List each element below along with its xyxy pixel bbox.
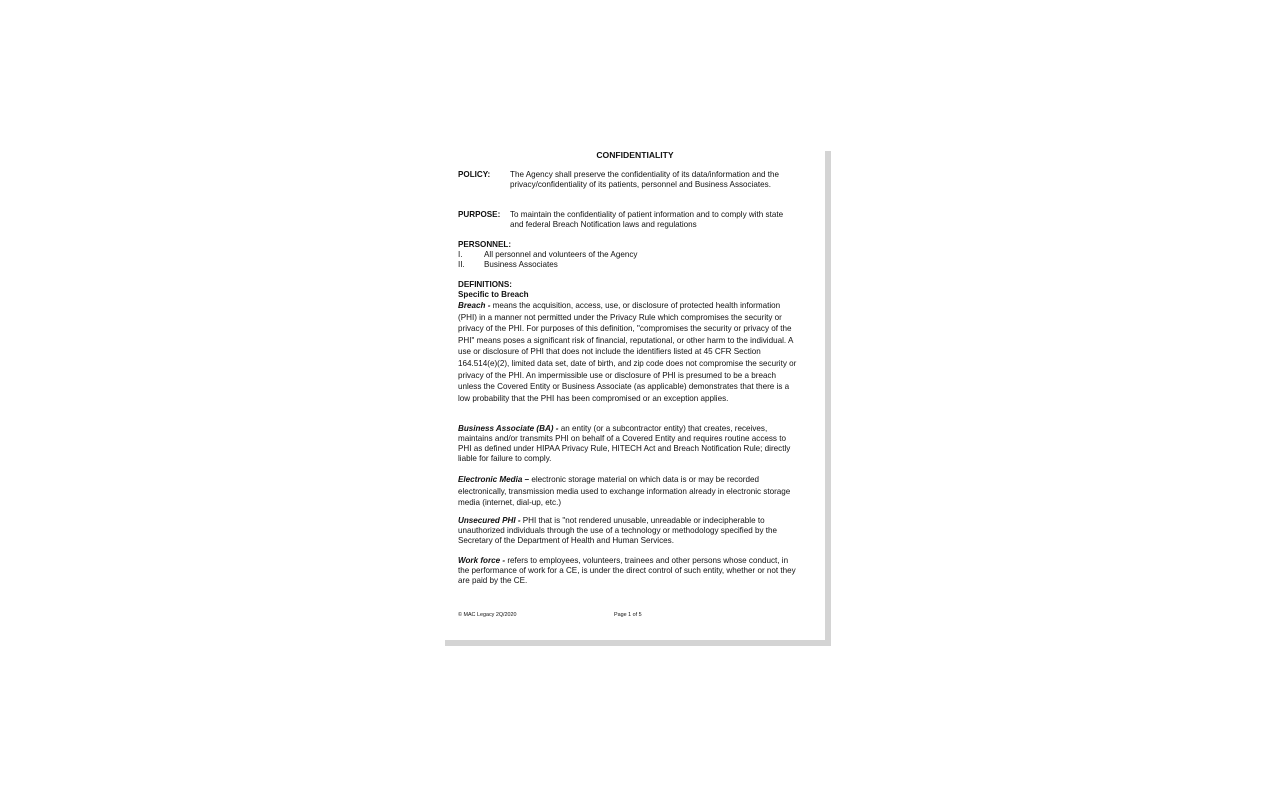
definitions-subheading: Specific to Breach (458, 290, 529, 299)
definition-unsecured-phi (458, 516, 798, 546)
personnel-item (458, 260, 798, 270)
definitions-header (458, 280, 798, 300)
definition-electronic-media (458, 474, 798, 509)
definition-term: Electronic Media – (458, 475, 530, 484)
purpose-label: PURPOSE: (458, 210, 501, 219)
definition-work-force (458, 556, 798, 586)
definition-text: an entity (or a subcontractor entity) that creates, receives, maintains and/or transmits PHI on behalf of a Covered Entity and requires routine access to PHI as defined under HIPAA Privacy Rule, HITECH Act and Breach Notification Rule; directly liable for failure to comply. (458, 424, 791, 463)
purpose-text: To maintain the confidentiality of patient information and to comply with state and federal Breach Notification laws and regulations (510, 210, 784, 229)
personnel-item (458, 250, 798, 260)
policy-label: POLICY: (458, 170, 491, 179)
document-title: CONFIDENTIALITY (596, 150, 674, 160)
definition-text: means the acquisition, access, use, or disclosure of protected health information (PHI) in a manner not permitted under the Privacy Rule which compromises the security or privacy of the PHI. For purposes of this definition, "compromises the security or privacy of the PHI" means poses a significant risk of financial, reputational, or other harm to the individual. A use or disclosure of PHI that does not include the identifiers listed at 45 CFR Section 164.514(e)(2), limited data set, date of birth, and zip code does not compromise the security or privacy of the PHI. An impermissible use or disclosure of PHI is presumed to be a breach unless the Covered Entity or Business Associate (as applicable) demonstrates that there is a low probability that the PHI has been compromised or an exception applies. (458, 301, 797, 403)
definition-breach (458, 300, 798, 404)
definition-term: Work force - (458, 556, 506, 565)
definition-text: refers to employees, volunteers, trainees and other persons whose conduct, in the performance of work for a CE, is under the direct control of such entity, whether or not they are paid by the CE. (458, 556, 796, 585)
personnel-section (458, 240, 798, 270)
personnel-heading: PERSONNEL: (458, 240, 512, 249)
definition-text: electronic storage material on which data is or may be recorded electronically, transmission media used to exchange information already in electronic storage media (internet, dial-up, etc.) (458, 475, 791, 508)
definition-text: PHI that is "not rendered unusable, unreadable or indecipherable to unauthorized individuals through the use of a technology or methodology specified by the Secretary of the Department of Health and Human Services. (458, 516, 778, 545)
personnel-item-text: All personnel and volunteers of the Agency (484, 250, 638, 259)
policy-text: The Agency shall preserve the confidentiality of its data/information and the privacy/confidentiality of its patients, personnel and Business Associates. (510, 170, 780, 189)
document-page (445, 145, 825, 640)
definition-business-associate (458, 424, 798, 464)
definitions-heading: DEFINITIONS: (458, 280, 512, 289)
personnel-item-text: Business Associates (484, 260, 558, 269)
definition-term: Breach - (458, 301, 491, 310)
definition-term: Business Associate (BA) - (458, 424, 559, 433)
footer-copyright: © MAC Legacy 2Q/2020 (458, 612, 517, 618)
footer-page-number: Page 1 of 5 (614, 612, 642, 618)
definition-term: Unsecured PHI - (458, 516, 521, 525)
personnel-item-number: I. (458, 250, 463, 259)
personnel-item-number: II. (458, 260, 465, 269)
